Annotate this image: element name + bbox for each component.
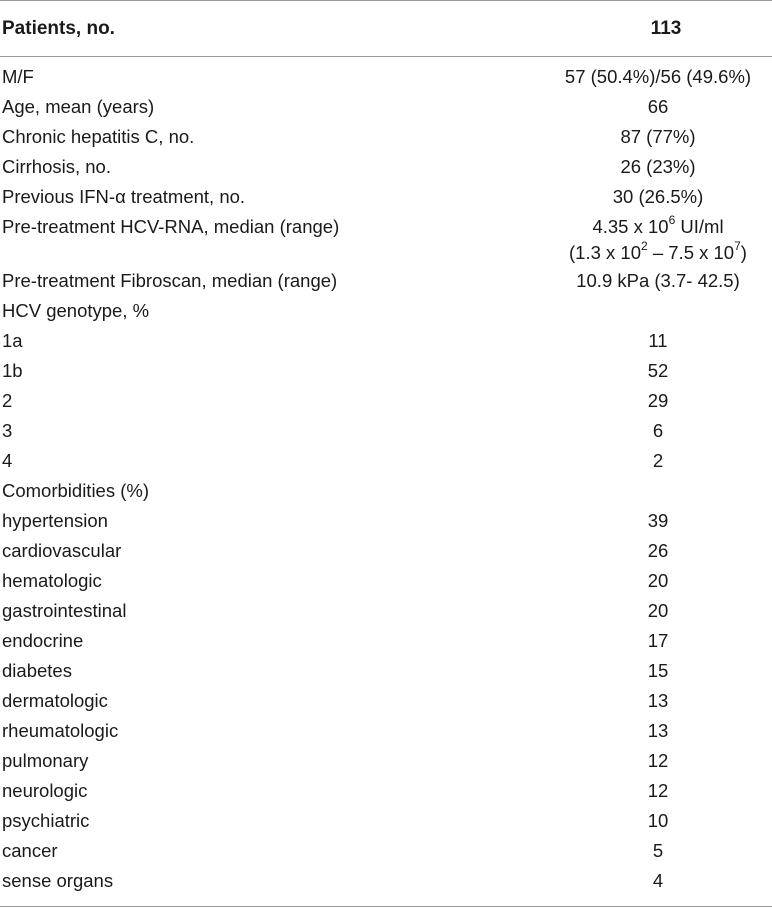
table-body (0, 62, 772, 896)
row-label: cancer (2, 840, 58, 861)
table-row (0, 266, 772, 296)
value-text: 4.35 x 10 (592, 216, 669, 237)
table-row (0, 92, 772, 122)
table-row (0, 536, 772, 566)
row-label: rheumatologic (2, 720, 119, 741)
table-row (0, 656, 772, 686)
row-label: 1b (2, 360, 23, 381)
row-value: 12 (647, 780, 669, 801)
row-value: 30 (26.5%) (612, 186, 704, 207)
row-value: 10.9 kPa (3.7- 42.5) (576, 270, 740, 291)
table-row (0, 416, 772, 446)
row-label: dermatologic (2, 690, 108, 711)
row-value: 5 (652, 840, 664, 861)
table-row (0, 476, 772, 506)
row-label: Pre-treatment HCV-RNA, median (range) (2, 216, 340, 237)
row-value: 12 (647, 750, 669, 771)
row-value: 4 (652, 870, 664, 891)
row-value: 11 (648, 330, 668, 351)
row-value: 10 (647, 810, 669, 831)
header-value: 113 (650, 18, 682, 39)
table-row (0, 596, 772, 626)
table-row (0, 716, 772, 746)
row-label: neurologic (2, 780, 88, 801)
table-row (0, 776, 772, 806)
row-value: 26 (647, 540, 669, 561)
value-text: – 7.5 x 10 (647, 242, 735, 263)
table-header (0, 0, 772, 56)
row-value: 26 (23%) (620, 156, 696, 177)
row-label: 2 (2, 390, 13, 411)
row-label: Pre-treatment Fibroscan, median (range) (2, 270, 338, 291)
value-line-1 (592, 212, 724, 237)
table-row (0, 296, 772, 326)
table-row (0, 806, 772, 836)
row-label: hypertension (2, 510, 108, 531)
value-line-2 (540, 238, 772, 268)
row-label: hematologic (2, 570, 102, 591)
table-row (0, 326, 772, 356)
value-text: UI/ml (675, 216, 724, 237)
row-value: 2 (652, 450, 664, 471)
exponent: 7 (734, 238, 741, 253)
row-value: 15 (647, 660, 669, 681)
row-label: 3 (2, 420, 13, 441)
table-row (0, 212, 772, 266)
row-label: diabetes (2, 660, 72, 681)
row-value: 39 (647, 510, 669, 531)
row-value: 13 (647, 690, 669, 711)
value-text: ) (740, 242, 747, 263)
table-row (0, 626, 772, 656)
row-label: cardiovascular (2, 540, 122, 561)
exponent: 6 (668, 212, 676, 227)
table-row (0, 866, 772, 896)
row-value: 20 (647, 570, 669, 591)
table-row (0, 356, 772, 386)
row-value: 6 (652, 420, 664, 441)
table-row (0, 446, 772, 476)
row-value: 52 (647, 360, 669, 381)
row-label: gastrointestinal (2, 600, 127, 621)
row-value: 29 (647, 390, 669, 411)
table-row (0, 386, 772, 416)
row-label: Age, mean (years) (2, 96, 155, 117)
header-rule (0, 56, 772, 57)
row-label: pulmonary (2, 750, 89, 771)
row-label: HCV genotype, % (2, 300, 150, 321)
row-label: Cirrhosis, no. (2, 156, 111, 177)
table-row (0, 182, 772, 212)
table-row (0, 506, 772, 536)
table-row (0, 566, 772, 596)
exponent: 2 (641, 238, 648, 253)
row-value: 17 (647, 630, 669, 651)
row-value: 57 (50.4%)/56 (49.6%) (564, 66, 752, 87)
row-label: 1a (2, 330, 23, 351)
header-label: Patients, no. (2, 18, 115, 39)
row-label: endocrine (2, 630, 84, 651)
row-label: 4 (2, 450, 13, 471)
value-text: (1.3 x 10 (569, 242, 642, 263)
row-value: 20 (647, 600, 669, 621)
row-label: Comorbidities (%) (2, 480, 150, 501)
table-row (0, 62, 772, 92)
row-value: 66 (647, 96, 669, 117)
row-value-hcv-rna (540, 212, 772, 268)
table-row (0, 152, 772, 182)
row-label: sense organs (2, 870, 114, 891)
table-row (0, 836, 772, 866)
bottom-rule (0, 906, 772, 907)
table-row (0, 122, 772, 152)
table-row (0, 686, 772, 716)
row-label: Chronic hepatitis C, no. (2, 126, 195, 147)
row-value: 87 (77%) (620, 126, 696, 147)
row-label: M/F (2, 66, 34, 87)
row-label: Previous IFN-α treatment, no. (2, 186, 246, 207)
table-row (0, 746, 772, 776)
row-label: psychiatric (2, 810, 90, 831)
row-value: 13 (647, 720, 669, 741)
